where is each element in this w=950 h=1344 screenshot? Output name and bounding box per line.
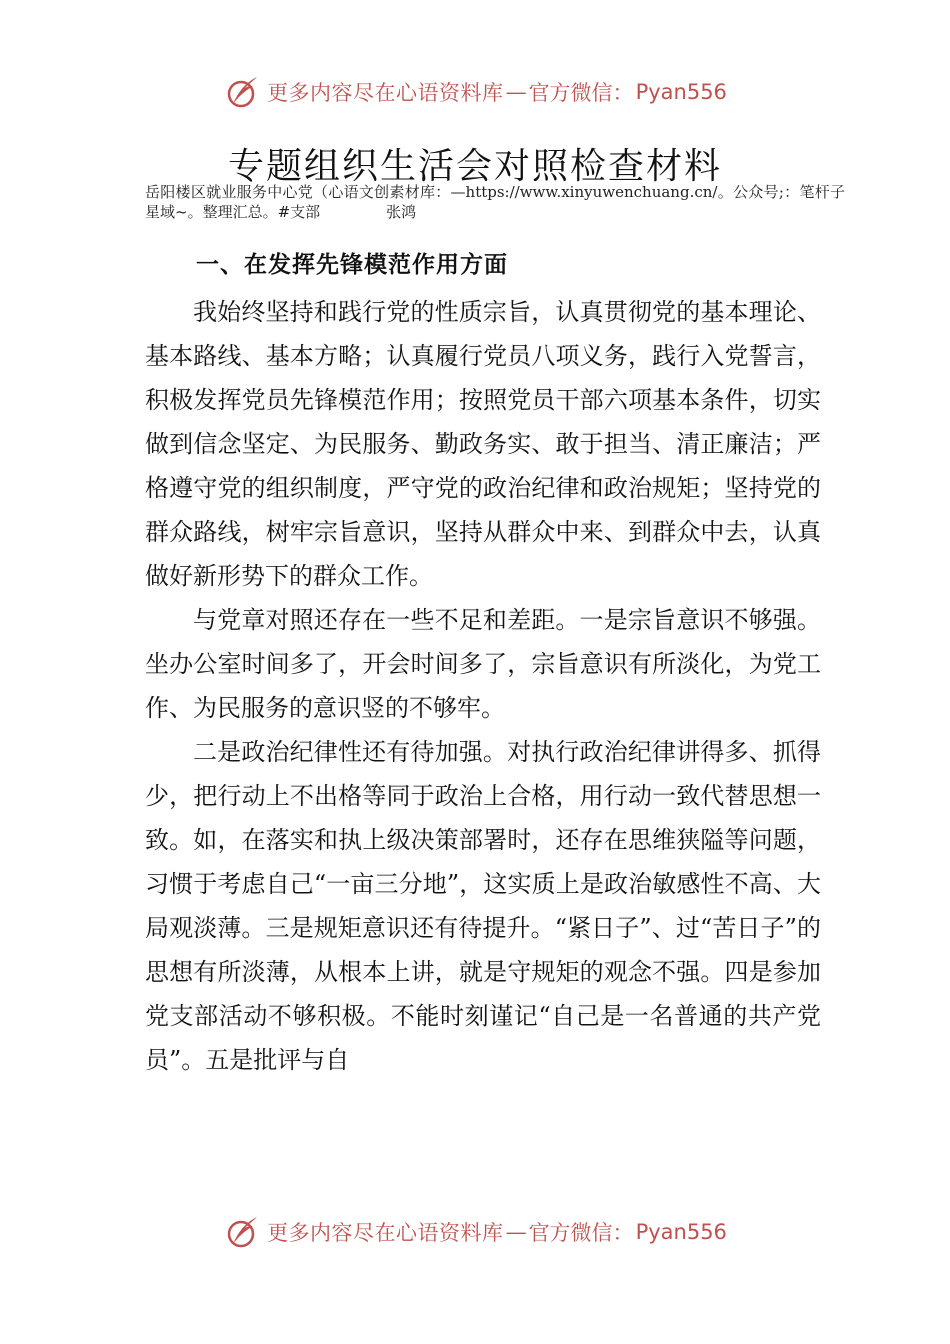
paragraph: 我始终坚持和践行党的性质宗旨，认真贯彻党的基本理论、基本路线、基本方略；认真履行党员八项义务，践行入党誓言，积极发挥党员先锋模范作用；按照党员干部六项基本条件，切实做到信念坚定、为民服务、勤政务实、敢于担当、清正廉洁；严格遵守党的组织制度，严守党的政治纪律和政治规矩；坚持党的群众路线，树牢宗旨意识，坚持从群众中来、到群众中去，认真做好新形势下的群众工作。 <box>145 298 821 590</box>
banner-wechat-label: 官方微信： <box>528 1221 634 1245</box>
paragraph: 二是政治纪律性还有待加强。对执行政治纪律讲得多、抓得少，把行动上不出格等同于政治上合格，用行动一致代替思想一致。如，在落实和执上级决策部署时，还存在思维狭隘等问题，习惯于考虑自己“一亩三分地”，这实质上是政治敏感性不高、大局观淡薄。三是规矩意识还有待提升。“紧日子”、过“苦日子”的思想有所淡薄，从根本上讲，就是守规矩的观念不强。四是参加党支部活动不够积极。不能时刻谨记“自己是一名普通的共产党员”。五是批评与自 <box>145 738 821 1074</box>
quill-pen-logo-icon <box>223 74 263 110</box>
quill-pen-logo-icon <box>223 1214 263 1250</box>
document-title: 专题组织生活会对照检查材料 <box>227 146 722 187</box>
banner-text: 更多内容尽在心语资料库 <box>267 1221 504 1245</box>
author-name: 张鸿 <box>386 203 417 221</box>
banner-wechat-id: Pyan556 <box>635 1220 727 1244</box>
banner-text: 更多内容尽在心语资料库 <box>267 81 504 105</box>
banner-dash: — <box>505 1220 527 1244</box>
section-heading: 一、在发挥先锋模范作用方面 <box>196 252 508 278</box>
subtitle-text: 岳阳楼区就业服务中心党（心语文创素材库：—https://www.xinyuwenchuang.cn/。公众号;：笔杆子星域~。整理汇总。#支部 <box>145 183 845 221</box>
footer-banner <box>0 1212 950 1252</box>
document-body <box>145 290 821 1082</box>
paragraph: 与党章对照还存在一些不足和差距。一是宗旨意识不够强。坐办公室时间多了，开会时间多了，宗旨意识有所淡化，为党工作、为民服务的意识竖的不够牢。 <box>145 606 821 722</box>
banner-wechat-id: Pyan556 <box>635 80 727 104</box>
banner-wechat-label: 官方微信： <box>528 81 634 105</box>
header-banner <box>0 72 950 112</box>
banner-dash: — <box>505 80 527 104</box>
document-subtitle <box>145 182 845 222</box>
